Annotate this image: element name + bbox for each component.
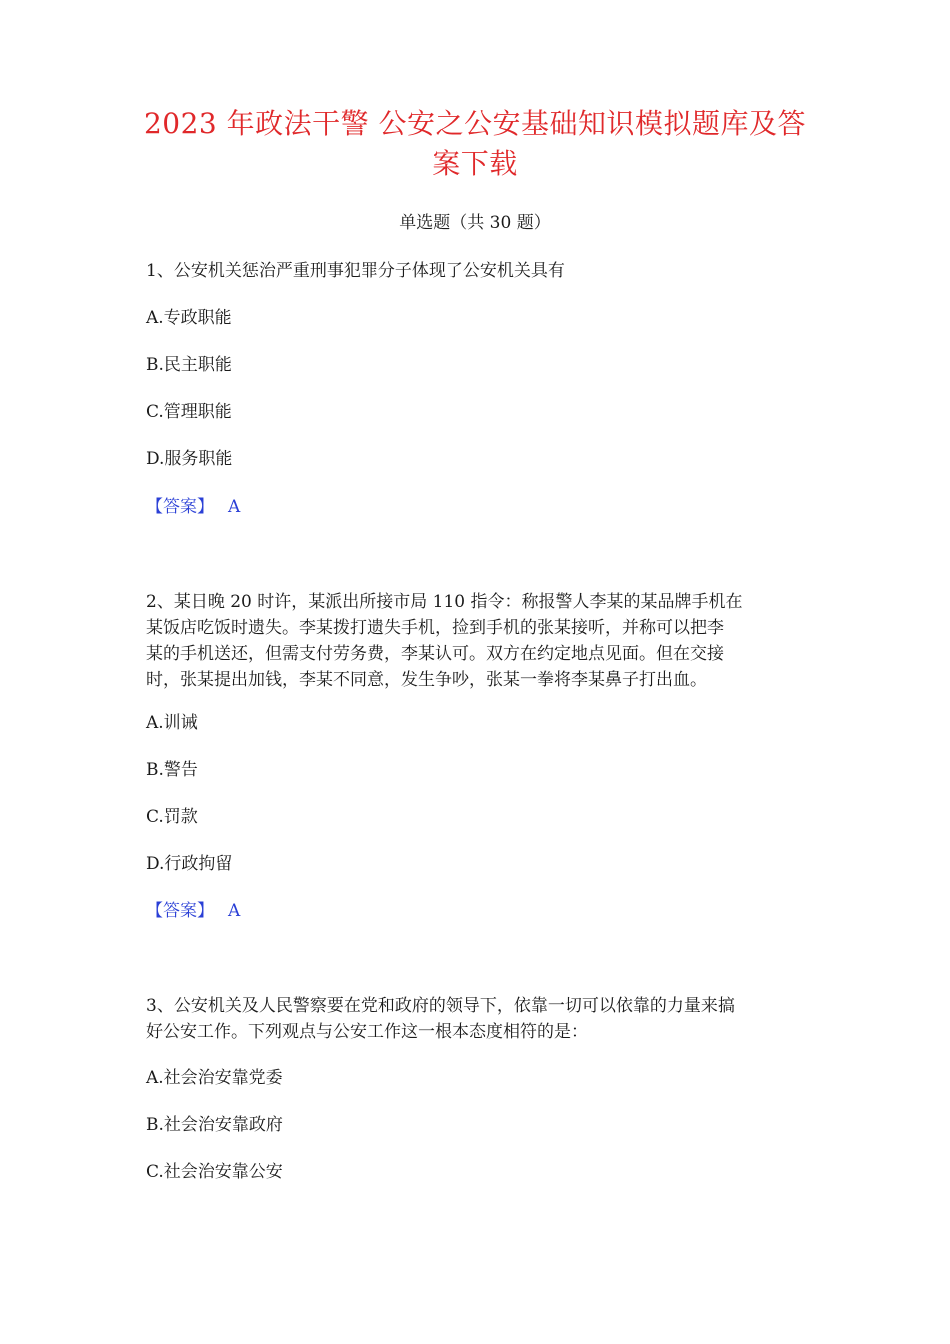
- question-1-stem: 1、公安机关惩治严重刑事犯罪分子体现了公安机关具有: [146, 261, 565, 281]
- title-line-2: 案下载: [432, 147, 518, 180]
- question-3-stem-line: 3、公安机关及人民警察要在党和政府的领导下，依靠一切可以依靠的力量来搞: [146, 996, 735, 1016]
- question-1-option-b: B.民主职能: [146, 355, 232, 375]
- answer-value: A: [228, 497, 241, 517]
- question-3-stem-line: 好公安工作。下列观点与公安工作这一根本态度相符的是：: [146, 1022, 588, 1042]
- question-1-option-c: C.管理职能: [146, 402, 232, 422]
- question-3-option-a: A.社会治安靠党委: [146, 1068, 283, 1088]
- question-2-option-b: B.警告: [146, 760, 198, 780]
- question-2-option-c: C.罚款: [146, 807, 198, 827]
- question-1-option-a: A.专政职能: [146, 308, 232, 328]
- question-2-stem-line: 2、某日晚 20 时许，某派出所接市局 110 指令：称报警人李某的某品牌手机在: [146, 592, 743, 612]
- question-2-option-d: D.行政拘留: [146, 854, 233, 874]
- section-heading: 单选题（共 30 题）: [399, 213, 551, 233]
- question-3-stem: [146, 993, 816, 1045]
- question-2-stem-line: 某的手机送还，但需支付劳务费，李某认可。双方在约定地点见面。但在交接: [146, 644, 724, 664]
- answer-tag: 【答案】: [146, 497, 214, 517]
- document-title: [120, 104, 830, 184]
- answer-tag: 【答案】: [146, 901, 214, 921]
- question-2-stem-line: 时，张某提出加钱，李某不同意，发生争吵，张某一拳将李某鼻子打出血。: [146, 670, 707, 690]
- question-3-option-b: B.社会治安靠政府: [146, 1115, 283, 1135]
- question-2-option-a: A.训诫: [146, 713, 198, 733]
- question-1-option-d: D.服务职能: [146, 449, 233, 469]
- question-2-stem-line: 某饭店吃饭时遗失。李某拨打遗失手机，捡到手机的张某接听，并称可以把李: [146, 618, 724, 638]
- question-2-answer: [146, 898, 816, 924]
- title-line-1: 2023 年政法干警 公安之公安基础知识模拟题库及答: [143, 107, 807, 140]
- question-2-stem: [146, 589, 816, 693]
- question-1-answer: [146, 494, 816, 520]
- question-3-option-c: C.社会治安靠公安: [146, 1162, 283, 1182]
- answer-value: A: [228, 901, 241, 921]
